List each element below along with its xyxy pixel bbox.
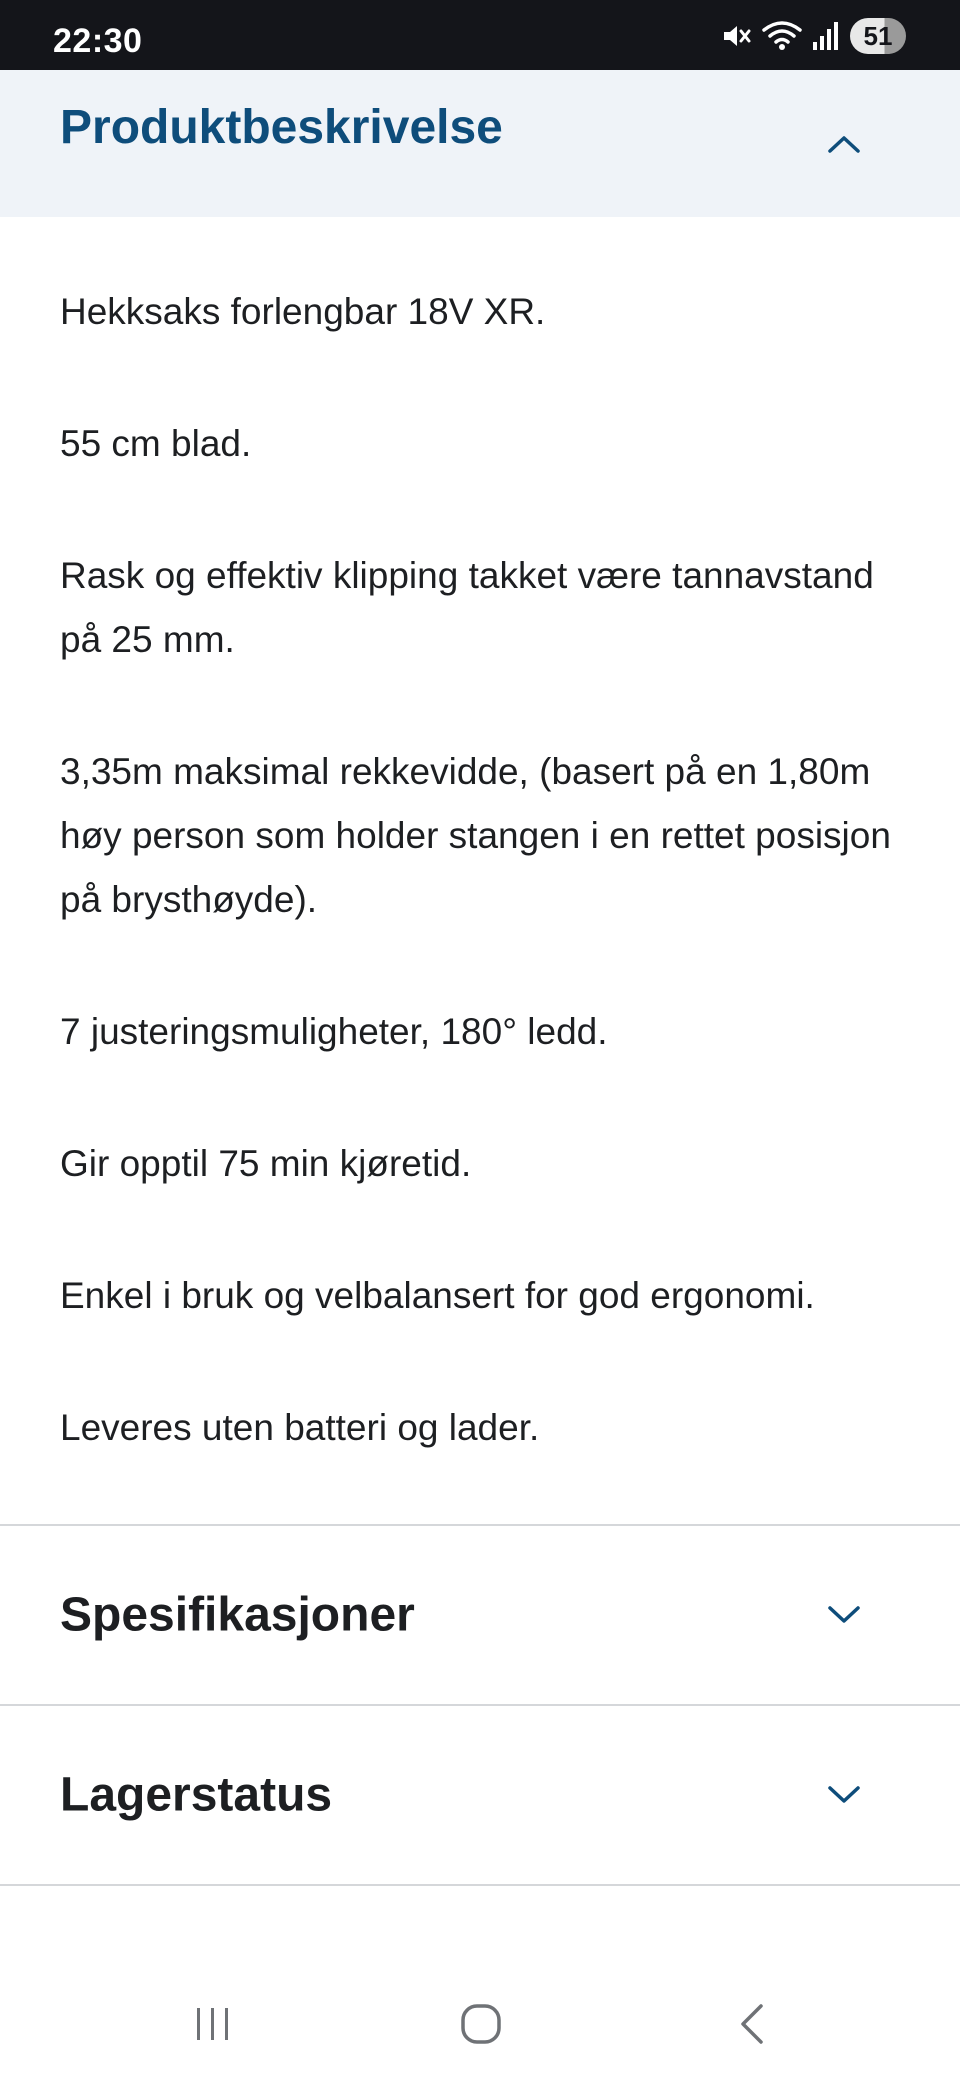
chevron-down-icon[interactable] bbox=[824, 1595, 864, 1635]
product-description-body bbox=[60, 280, 920, 1528]
specifications-section[interactable] bbox=[0, 1526, 960, 1704]
product-description-title: Produktbeskrivelse bbox=[60, 101, 503, 154]
chevron-down-icon[interactable] bbox=[824, 1775, 864, 1815]
description-paragraph: Leveres uten batteri og lader. bbox=[60, 1407, 540, 1448]
status-time: 22:30 bbox=[53, 22, 143, 60]
home-icon[interactable] bbox=[451, 1994, 511, 2054]
product-description-header[interactable] bbox=[0, 70, 960, 217]
description-paragraph: Hekksaks forlengbar 18V XR. bbox=[60, 291, 546, 332]
wifi-icon bbox=[762, 20, 802, 52]
signal-icon bbox=[812, 20, 840, 52]
description-paragraph: 3,35m maksimal rekkevidde, (basert på en 1,80m høy person som holder stangen i en rettet posisjon på brysthøyde). bbox=[60, 751, 891, 920]
specifications-title: Spesifikasjoner bbox=[60, 1588, 415, 1642]
status-bar bbox=[0, 0, 960, 70]
stock-status-section[interactable] bbox=[0, 1706, 960, 1884]
description-paragraph: 7 justeringsmuligheter, 180° ledd. bbox=[60, 1011, 608, 1052]
mute-icon bbox=[720, 20, 752, 52]
description-paragraph: Rask og effektiv klipping takket være tannavstand på 25 mm. bbox=[60, 555, 874, 660]
navigation-bar bbox=[0, 1966, 960, 2080]
chevron-up-icon[interactable] bbox=[824, 124, 864, 164]
stock-status-title: Lagerstatus bbox=[60, 1768, 333, 1822]
section-divider bbox=[0, 1884, 960, 1886]
back-icon[interactable] bbox=[722, 1994, 782, 2054]
description-paragraph: 55 cm blad. bbox=[60, 423, 252, 464]
description-paragraph: Gir opptil 75 min kjøretid. bbox=[60, 1143, 472, 1184]
status-icons bbox=[720, 18, 906, 54]
description-paragraph: Enkel i bruk og velbalansert for god ergonomi. bbox=[60, 1275, 815, 1316]
recent-apps-icon[interactable] bbox=[183, 1994, 243, 2054]
battery-indicator: 51 bbox=[850, 18, 906, 54]
